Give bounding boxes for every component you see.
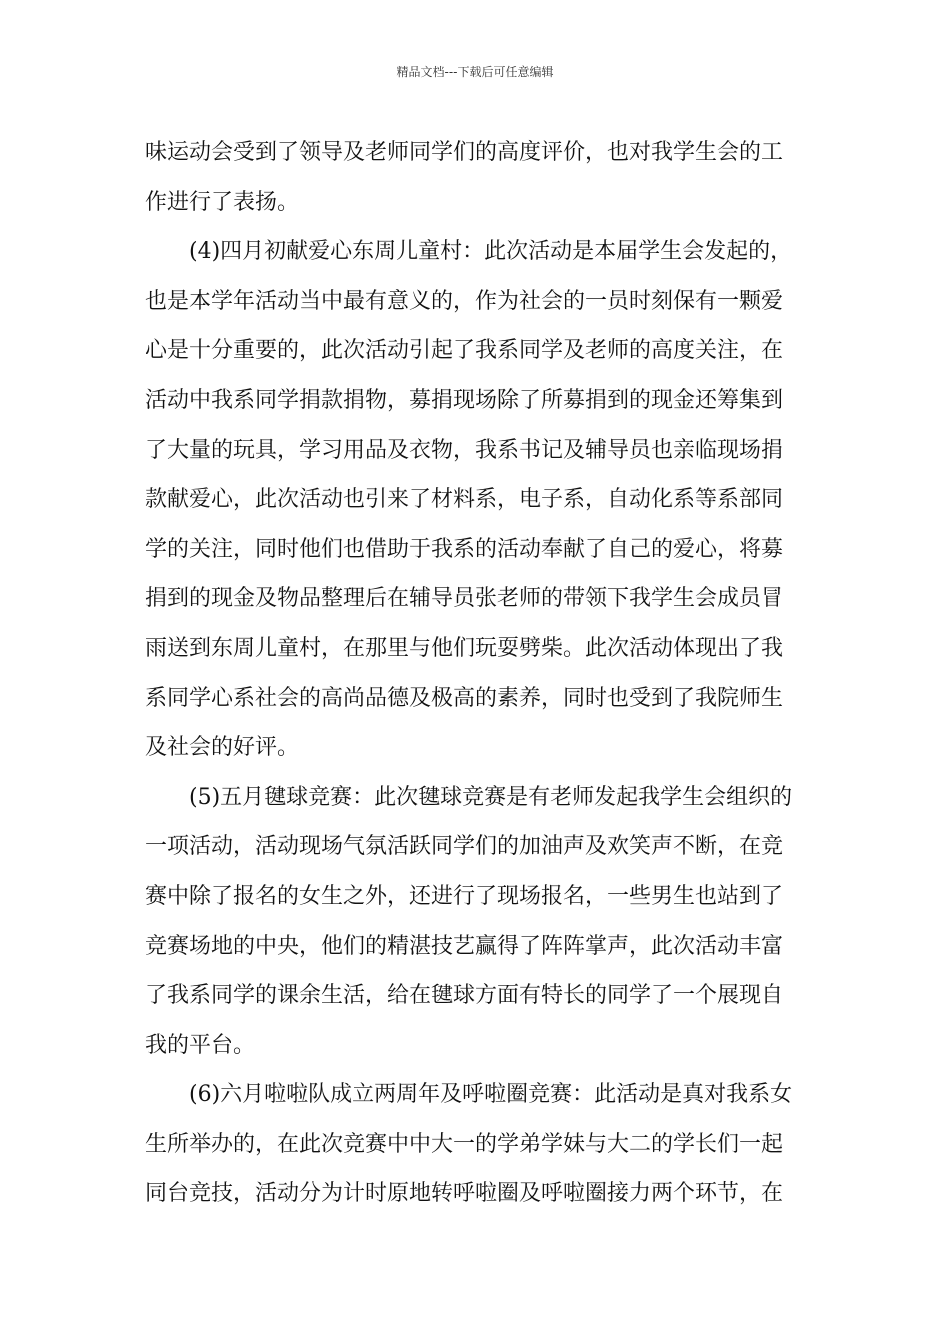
text-line: 味运动会受到了领导及老师同学们的高度评价，也对我学生会的工	[145, 140, 784, 165]
text-line: 系同学心系社会的高尚品德及极高的素养，同时也受到了我院师生	[145, 685, 784, 711]
paragraph-start-line: (6)六月啦啦队成立两周年及呼啦圈竞赛：此活动是真对我系女	[189, 1082, 793, 1108]
text-line: 也是本学年活动当中最有意义的，作为社会的一员时刻保有一颗爱	[145, 288, 784, 314]
paragraph-start-line: (5)五月毽球竞赛：此次毽球竞赛是有老师发起我学生会组织的	[189, 784, 793, 810]
text-line: 活动中我系同学捐款捐物，募捐现场除了所募捐到的现金还筹集到	[145, 387, 784, 413]
text-line: 我的平台。	[145, 1032, 256, 1058]
text-line: 捐到的现金及物品整理后在辅导员张老师的带领下我学生会成员冒	[145, 586, 784, 612]
text-line: 及社会的好评。	[145, 735, 300, 761]
text-line: 一项活动，活动现场气氛活跃同学们的加油声及欢笑声不断，在竞	[145, 834, 784, 860]
text-line: 学的关注，同时他们也借助于我系的活动奉献了自己的爱心，将募	[145, 536, 784, 562]
text-line: 了我系同学的课余生活，给在毽球方面有特长的同学了一个展现自	[145, 983, 784, 1009]
text-line: 生所举办的，在此次竞赛中中大一的学弟学妹与大二的学长们一起	[145, 1131, 784, 1157]
text-line: 同台竞技，活动分为计时原地转呼啦圈及呼啦圈接力两个环节，在	[145, 1181, 784, 1207]
text-line: 款献爱心，此次活动也引来了材料系，电子系，自动化系等系部同	[145, 487, 784, 513]
text-line: 作进行了表扬。	[145, 189, 300, 215]
text-line: 竞赛场地的中央，他们的精湛技艺赢得了阵阵掌声，此次活动丰富	[145, 933, 784, 959]
text-line: 赛中除了报名的女生之外，还进行了现场报名，一些男生也站到了	[145, 883, 784, 909]
paragraph-start-line: (4)四月初献爱心东周儿童村：此次活动是本届学生会发起的，	[189, 239, 793, 265]
text-line: 雨送到东周儿童村，在那里与他们玩耍劈柴。此次活动体现出了我	[145, 635, 784, 661]
document-body	[145, 128, 810, 1219]
page-header: 精品文档---下载后可任意编辑	[396, 65, 554, 79]
text-line: 了大量的玩具，学习用品及衣物，我系书记及辅导员也亲临现场捐	[145, 437, 784, 463]
text-line: 心是十分重要的，此次活动引起了我系同学及老师的高度关注，在	[145, 338, 784, 364]
